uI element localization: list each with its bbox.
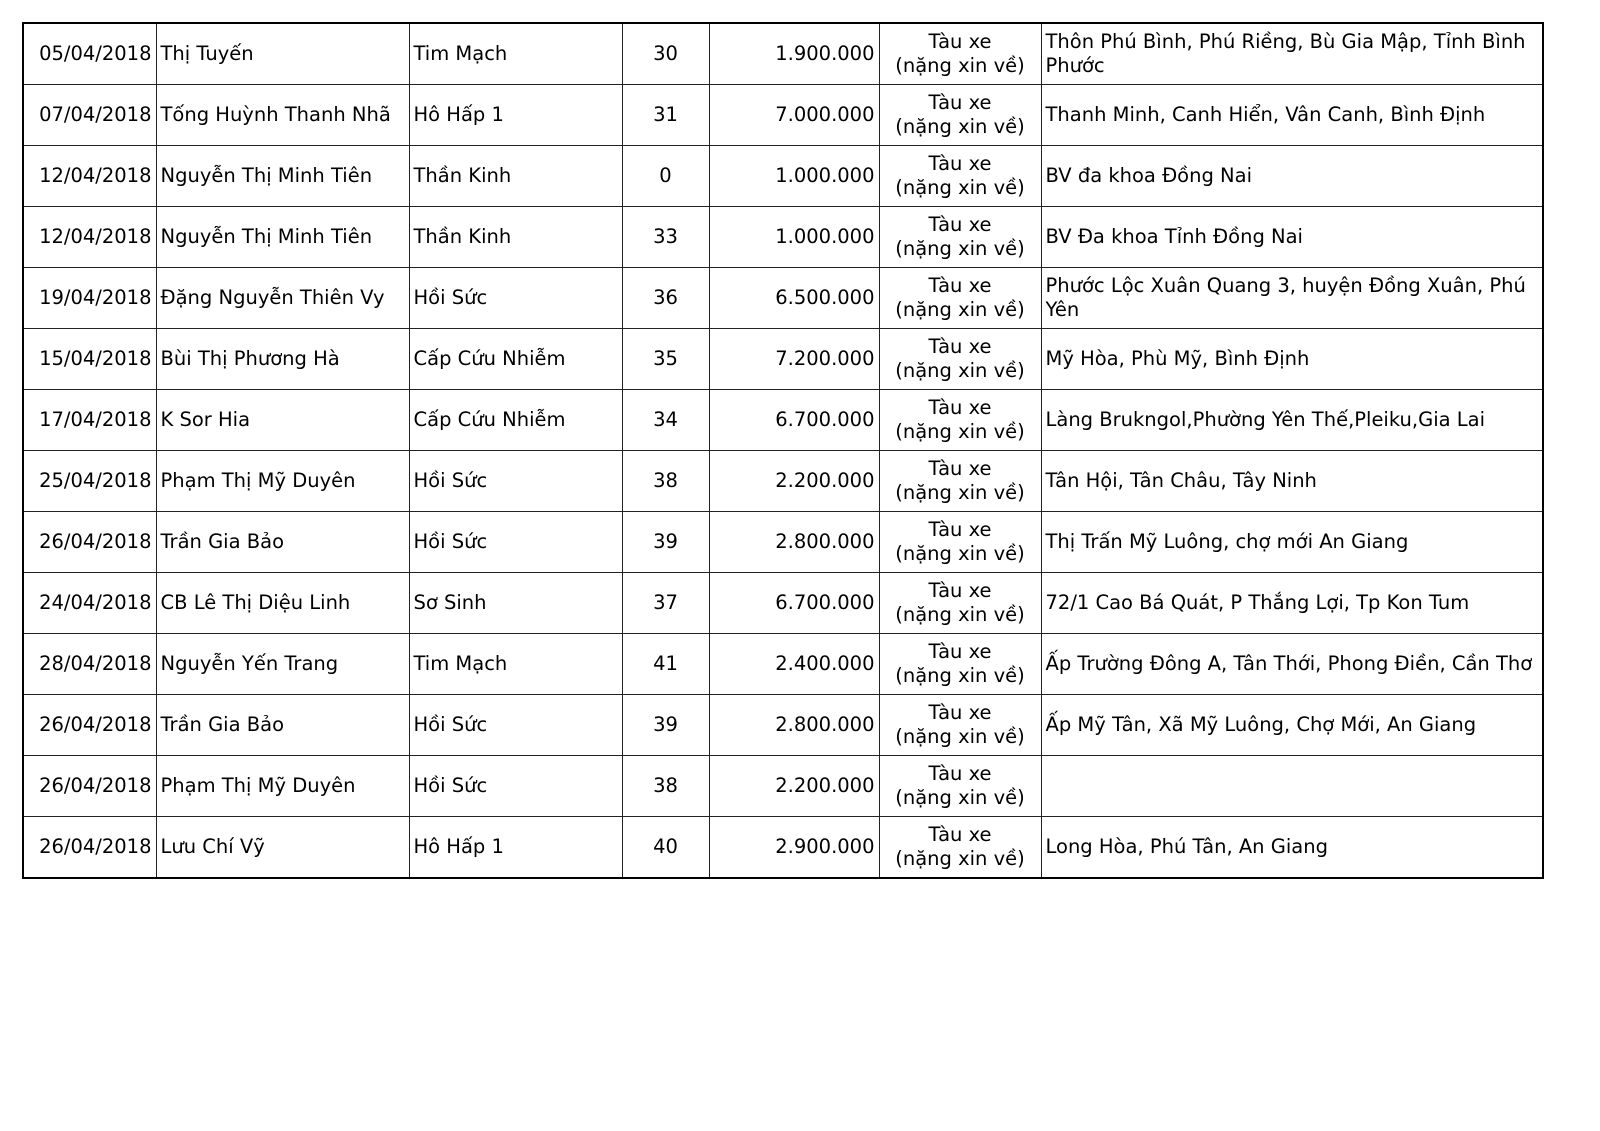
amount-cell: 1.000.000 xyxy=(709,207,879,268)
support-type-cell xyxy=(879,512,1041,573)
support-payments-table xyxy=(22,22,1544,879)
patient-name-cell: Đặng Nguyễn Thiên Vy xyxy=(156,268,409,329)
department-cell: Hồi Sức xyxy=(409,695,622,756)
patient-name-cell: Bùi Thị Phương Hà xyxy=(156,329,409,390)
amount-cell: 6.500.000 xyxy=(709,268,879,329)
patient-name-cell: Phạm Thị Mỹ Duyên xyxy=(156,756,409,817)
support-type-note: (nặng xin về) xyxy=(895,725,1025,748)
support-type-label: Tàu xe xyxy=(928,274,992,297)
amount-cell: 7.000.000 xyxy=(709,85,879,146)
table-row xyxy=(23,207,1543,268)
patient-name-cell: Lưu Chí Vỹ xyxy=(156,817,409,879)
record-number-cell: 35 xyxy=(622,329,709,390)
patient-name-cell: Nguyễn Yến Trang xyxy=(156,634,409,695)
amount-cell: 2.200.000 xyxy=(709,756,879,817)
support-type-note: (nặng xin về) xyxy=(895,786,1025,809)
support-type-label: Tàu xe xyxy=(928,823,992,846)
support-type-note: (nặng xin về) xyxy=(895,54,1025,77)
support-type-label: Tàu xe xyxy=(928,152,992,175)
support-type-note: (nặng xin về) xyxy=(895,237,1025,260)
table-row xyxy=(23,573,1543,634)
date-cell: 26/04/2018 xyxy=(23,756,156,817)
support-type-note: (nặng xin về) xyxy=(895,603,1025,626)
support-type-note: (nặng xin về) xyxy=(895,359,1025,382)
date-cell: 28/04/2018 xyxy=(23,634,156,695)
table-body xyxy=(23,23,1543,878)
support-type-note: (nặng xin về) xyxy=(895,847,1025,870)
date-cell: 05/04/2018 xyxy=(23,23,156,85)
table-row xyxy=(23,146,1543,207)
support-type-cell xyxy=(879,207,1041,268)
amount-cell: 6.700.000 xyxy=(709,390,879,451)
address-cell: BV Đa khoa Tỉnh Đồng Nai xyxy=(1041,207,1543,268)
support-type-cell xyxy=(879,756,1041,817)
date-cell: 17/04/2018 xyxy=(23,390,156,451)
amount-cell: 2.400.000 xyxy=(709,634,879,695)
address-cell xyxy=(1041,756,1543,817)
department-cell: Hồi Sức xyxy=(409,512,622,573)
support-type-note: (nặng xin về) xyxy=(895,176,1025,199)
support-type-cell xyxy=(879,268,1041,329)
support-type-label: Tàu xe xyxy=(928,579,992,602)
department-cell: Thần Kinh xyxy=(409,207,622,268)
record-number-cell: 38 xyxy=(622,756,709,817)
amount-cell: 2.900.000 xyxy=(709,817,879,879)
support-type-label: Tàu xe xyxy=(928,91,992,114)
record-number-cell: 36 xyxy=(622,268,709,329)
address-cell: BV đa khoa Đồng Nai xyxy=(1041,146,1543,207)
table-row xyxy=(23,817,1543,879)
record-number-cell: 40 xyxy=(622,817,709,879)
table-row xyxy=(23,329,1543,390)
address-cell: Thanh Minh, Canh Hiển, Vân Canh, Bình Định xyxy=(1041,85,1543,146)
address-cell: Làng Brukngol,Phường Yên Thế,Pleiku,Gia Lai xyxy=(1041,390,1543,451)
amount-cell: 2.800.000 xyxy=(709,695,879,756)
patient-name-cell: Trần Gia Bảo xyxy=(156,512,409,573)
table-row xyxy=(23,634,1543,695)
address-cell: Long Hòa, Phú Tân, An Giang xyxy=(1041,817,1543,879)
support-type-cell xyxy=(879,817,1041,879)
address-cell: Mỹ Hòa, Phù Mỹ, Bình Định xyxy=(1041,329,1543,390)
record-number-cell: 39 xyxy=(622,512,709,573)
patient-name-cell: Thị Tuyến xyxy=(156,23,409,85)
department-cell: Hô Hấp 1 xyxy=(409,85,622,146)
date-cell: 19/04/2018 xyxy=(23,268,156,329)
record-number-cell: 37 xyxy=(622,573,709,634)
support-type-cell xyxy=(879,329,1041,390)
patient-name-cell: CB Lê Thị Diệu Linh xyxy=(156,573,409,634)
record-number-cell: 30 xyxy=(622,23,709,85)
date-cell: 12/04/2018 xyxy=(23,207,156,268)
department-cell: Tim Mạch xyxy=(409,23,622,85)
table-row xyxy=(23,756,1543,817)
address-cell: Thôn Phú Bình, Phú Riềng, Bù Gia Mập, Tỉnh Bình Phước xyxy=(1041,23,1543,85)
support-type-note: (nặng xin về) xyxy=(895,542,1025,565)
support-type-label: Tàu xe xyxy=(928,518,992,541)
support-type-label: Tàu xe xyxy=(928,335,992,358)
support-type-cell xyxy=(879,634,1041,695)
department-cell: Cấp Cứu Nhiễm xyxy=(409,329,622,390)
amount-cell: 7.200.000 xyxy=(709,329,879,390)
support-type-label: Tàu xe xyxy=(928,640,992,663)
support-type-cell xyxy=(879,695,1041,756)
address-cell: Thị Trấn Mỹ Luông, chợ mới An Giang xyxy=(1041,512,1543,573)
support-type-label: Tàu xe xyxy=(928,701,992,724)
table-row xyxy=(23,512,1543,573)
support-type-label: Tàu xe xyxy=(928,30,992,53)
table-row xyxy=(23,85,1543,146)
table-row xyxy=(23,451,1543,512)
address-cell: Ấp Trường Đông A, Tân Thới, Phong Điền, Cần Thơ xyxy=(1041,634,1543,695)
address-cell: Ấp Mỹ Tân, Xã Mỹ Luông, Chợ Mới, An Giang xyxy=(1041,695,1543,756)
amount-cell: 2.200.000 xyxy=(709,451,879,512)
department-cell: Hồi Sức xyxy=(409,451,622,512)
support-type-cell xyxy=(879,390,1041,451)
record-number-cell: 33 xyxy=(622,207,709,268)
patient-name-cell: Nguyễn Thị Minh Tiên xyxy=(156,207,409,268)
support-type-note: (nặng xin về) xyxy=(895,420,1025,443)
table-row xyxy=(23,23,1543,85)
patient-name-cell: Phạm Thị Mỹ Duyên xyxy=(156,451,409,512)
address-cell: 72/1 Cao Bá Quát, P Thắng Lợi, Tp Kon Tum xyxy=(1041,573,1543,634)
address-cell: Phước Lộc Xuân Quang 3, huyện Đồng Xuân, Phú Yên xyxy=(1041,268,1543,329)
record-number-cell: 34 xyxy=(622,390,709,451)
date-cell: 26/04/2018 xyxy=(23,695,156,756)
date-cell: 26/04/2018 xyxy=(23,512,156,573)
department-cell: Cấp Cứu Nhiễm xyxy=(409,390,622,451)
record-number-cell: 39 xyxy=(622,695,709,756)
support-type-label: Tàu xe xyxy=(928,213,992,236)
table-row xyxy=(23,695,1543,756)
support-type-cell xyxy=(879,23,1041,85)
amount-cell: 6.700.000 xyxy=(709,573,879,634)
amount-cell: 1.900.000 xyxy=(709,23,879,85)
table-row xyxy=(23,390,1543,451)
patient-name-cell: Nguyễn Thị Minh Tiên xyxy=(156,146,409,207)
support-type-note: (nặng xin về) xyxy=(895,298,1025,321)
record-number-cell: 41 xyxy=(622,634,709,695)
department-cell: Thần Kinh xyxy=(409,146,622,207)
support-type-note: (nặng xin về) xyxy=(895,115,1025,138)
amount-cell: 1.000.000 xyxy=(709,146,879,207)
support-type-cell xyxy=(879,146,1041,207)
date-cell: 24/04/2018 xyxy=(23,573,156,634)
department-cell: Tim Mạch xyxy=(409,634,622,695)
support-type-cell xyxy=(879,85,1041,146)
department-cell: Hồi Sức xyxy=(409,756,622,817)
department-cell: Hô Hấp 1 xyxy=(409,817,622,879)
record-number-cell: 0 xyxy=(622,146,709,207)
date-cell: 07/04/2018 xyxy=(23,85,156,146)
patient-name-cell: Tống Huỳnh Thanh Nhã xyxy=(156,85,409,146)
amount-cell: 2.800.000 xyxy=(709,512,879,573)
support-type-cell xyxy=(879,451,1041,512)
date-cell: 25/04/2018 xyxy=(23,451,156,512)
support-type-cell xyxy=(879,573,1041,634)
patient-name-cell: Trần Gia Bảo xyxy=(156,695,409,756)
support-type-label: Tàu xe xyxy=(928,457,992,480)
address-cell: Tân Hội, Tân Châu, Tây Ninh xyxy=(1041,451,1543,512)
record-number-cell: 31 xyxy=(622,85,709,146)
support-type-note: (nặng xin về) xyxy=(895,481,1025,504)
department-cell: Hồi Sức xyxy=(409,268,622,329)
support-type-note: (nặng xin về) xyxy=(895,664,1025,687)
support-type-label: Tàu xe xyxy=(928,396,992,419)
patient-name-cell: K Sor Hia xyxy=(156,390,409,451)
date-cell: 26/04/2018 xyxy=(23,817,156,879)
table-row xyxy=(23,268,1543,329)
support-type-label: Tàu xe xyxy=(928,762,992,785)
record-number-cell: 38 xyxy=(622,451,709,512)
date-cell: 12/04/2018 xyxy=(23,146,156,207)
date-cell: 15/04/2018 xyxy=(23,329,156,390)
department-cell: Sơ Sinh xyxy=(409,573,622,634)
